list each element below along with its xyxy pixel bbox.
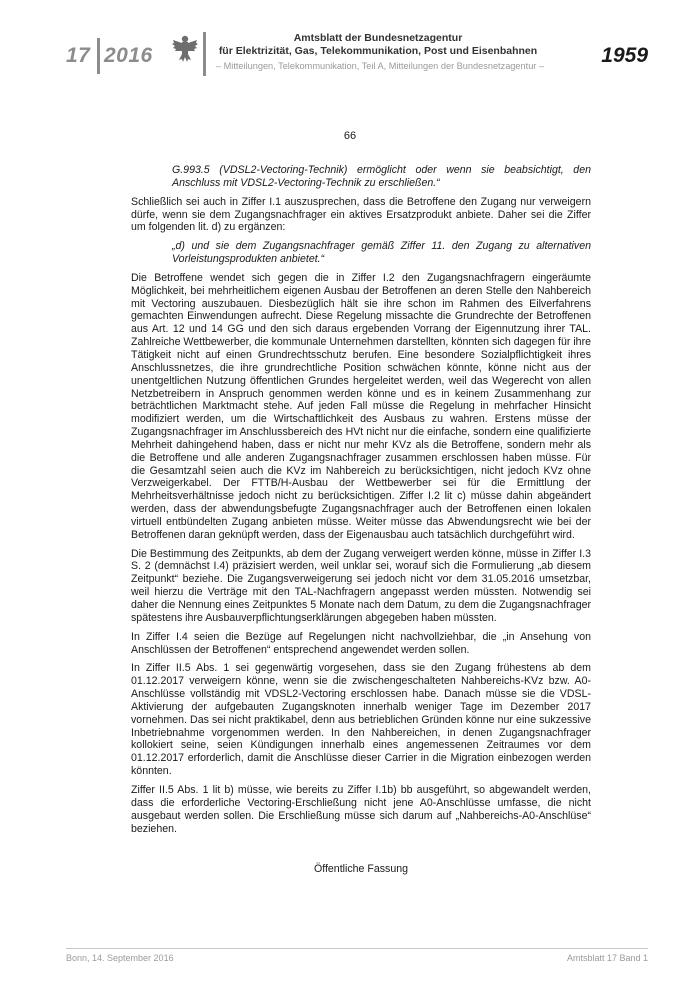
federal-eagle-icon [170, 32, 200, 66]
quoted-paragraph: G.993.5 (VDSL2-Vectoring-Technik) ermöglicht oder wenn sie beabsichtigt, den Anschluss mit VDSL2-Vectoring-Technik zu erschließen.“ [172, 164, 591, 189]
body-paragraph: In Ziffer I.4 seien die Bezüge auf Regelungen nicht nachvollziehbar, die „in Ansehung von Anschlüssen der Betroffenen“ entsprechend angewendet werden sollen. [131, 630, 591, 656]
quoted-paragraph: „d) und sie dem Zugangsnachfrager gemäß Ziffer 11. den Zugang zu alternativen Vorleistungsprodukten anbietet.“ [172, 240, 591, 266]
publication-title-line: für Elektrizität, Gas, Telekommunikation, Post und Eisenbahnen [218, 44, 538, 57]
footer-issue: Amtsblatt 17 Band 1 [566, 953, 648, 963]
body-paragraph: Ziffer II.5 Abs. 1 lit b) müsse, wie bereits zu Ziffer I.1b) bb ausgeführt, so abgewandelt werden, dass die erforderliche Vectoring-Erschließung nicht jene A0-Anschlüsse umfasse, die nicht ausgebaut werden sollen. Die Erschließung müsse sich darum auf „Nahbereichs-A0-Anschlüse“ beziehen. [131, 783, 591, 835]
document-page-number: 66 [343, 130, 357, 142]
publication-subtitle: – Mitteilungen, Telekommunikation, Teil A, Mitteilungen der Bundesnetzagentur – [215, 61, 545, 71]
footer-date: Bonn, 14. September 2016 [66, 953, 174, 963]
document-body [131, 164, 591, 882]
issue-year-label: 2016 [104, 44, 153, 67]
body-paragraph: Die Betroffene wendet sich gegen die in Ziffer I.2 den Zugangsnachfragern eingeräumte Möglichkeit, bei mehrheitlichem eigenen Ausbau der Betroffenen an deren Stelle den Nahbereich mit Vectoring auszubauen. Diesbezüglich hält sie ihre schon im Rahmen des Eilverfahrens gemachten Einwendungen aufrecht. Diese Regelung missachte die Grundrechte der Betroffenen aus Art. 12 und 14 GG und den sich daraus ergebenden Vorrang der Eigennutzung ihrer TAL. Zahlreiche Wettbewerber, die kommunale Unternehmen darstellten, könnten sich dagegen für ihre Tätigkeit nicht auf einen Grundrechtsschutz berufen. Eine besondere Sozialpflichtigkeit ihres Anschlussnetzes, die ihre grundrechtliche Position schwächen könnte, könne nicht aus der unentgeltlichen Nutzung öffentlichen Grundes hergeleitet werden, weil das Wegerecht von allen Netzbetreibern in Anspruch genommen werden könne und es in keinem Zusammenhang zur beträchtlichen Marktmacht stehe. Auf jeden Fall müsse die Regelung in mehrfacher Hinsicht modifiziert werden, um die Wirtschaftlichkeit des Ausbaus zu wahren. Erstens müsse der Zugangsnachfrager im Anschlussbereich des HVt nicht nur die einfache, sondern eine qualifizierte Mehrheit dahingehend haben, dass er nicht nur mehr KVz als die Betroffene, sondern mehr als die Betroffene und alle anderen Zugangsnachfrager zusammen erschlossen haben müsse. Für die Gesamtzahl seien auch die KVz im Nahbereich zu berücksichtigen, nicht jedoch KVz ohne Verzweigerkabel. Der FTTB/H-Ausbau der Wettbewerber sei für die Ermittlung der Mehrheitsverhältnisse jedoch nicht zu berücksichtigen. Ziffer I.2 lit c) müsse dahin abgeändert werden, dass der abwendungsbefugte Zugangsnachfrager auch der Betroffenen einen lokalen virtuell entbündelten Zugang anbieten müsse. Weiter müsse das Abwendungsrecht wie bei der Betroffenen daran geknüpft werden, dass der Eigenausbau auch tatsächlich durchgeführt wird. [131, 271, 591, 541]
closing-label: Öffentliche Fassung [313, 863, 409, 876]
header-divider [203, 32, 206, 76]
header-page-number: 1959 [601, 44, 648, 67]
body-paragraph: Schließlich sei auch in Ziffer I.1 auszusprechen, dass die Betroffene den Zugang nur verweigern dürfe, wenn sie dem Zugangsnachfrager ein aktives Ersatzprodukt anbiete. Daher sei die Ziffer um folgenden lit. d) zu ergänzen: [131, 195, 591, 234]
header-divider [97, 38, 100, 74]
footer-divider [66, 948, 648, 949]
publication-title [214, 32, 542, 57]
body-paragraph: Die Bestimmung des Zeitpunkts, ab dem der Zugang verweigert werden könne, müsse in Ziffer I.3 S. 2 (demnächst I.4) präzisiert werden, weil unklar sei, worauf sich die Formulierung „ab diesem Zeitpunkt“ beziehe. Die Zugangsverweigerung sei jedoch nicht vor dem 31.05.2016 umsetzbar, weil hierzu die Verträge mit den TAL-Nachfragern angepasst werden müssten. Notwendig sei daher die Nennung eines Zeitpunktes 5 Monate nach dem Datum, zu dem die Zugangsnachfrager spätestens ihre Ausbauverpflichtungserklärungen abgegeben haben müssten. [131, 547, 591, 624]
publication-title-line: Amtsblatt der Bundesnetzagentur [293, 32, 463, 44]
body-paragraph: In Ziffer II.5 Abs. 1 sei gegenwärtig vorgesehen, dass sie den Zugang frühestens ab dem 01.12.2017 verweigern könne, wenn sie die zwischengeschalteten Nahbereichs-KVz bzw. A0-Anschlüsse vollständig mit VDSL2-Vectoring erschlossen habe. Danach müsse sie die VDSL-Aktivierung der aufgebauten Zugangsknoten innerhalb weniger Tage im Dezember 2017 vornehmen. Das sei nicht praktikabel, denn aus betrieblichen Gründen könne nur eine sukzessive Inbetriebnahme vorgenommen werden. In den Nahbereichen, in denen Zugangsnachfrager kollokiert seine, seien Kündigungen innerhalb eines angemessenen Zeitraumes vor dem 01.12.2017 erforderlich, damit die Anschlüsse dieser Carrier in die Migration einbezogen werden könnten. [131, 662, 591, 778]
issue-number: 17 [66, 44, 91, 67]
